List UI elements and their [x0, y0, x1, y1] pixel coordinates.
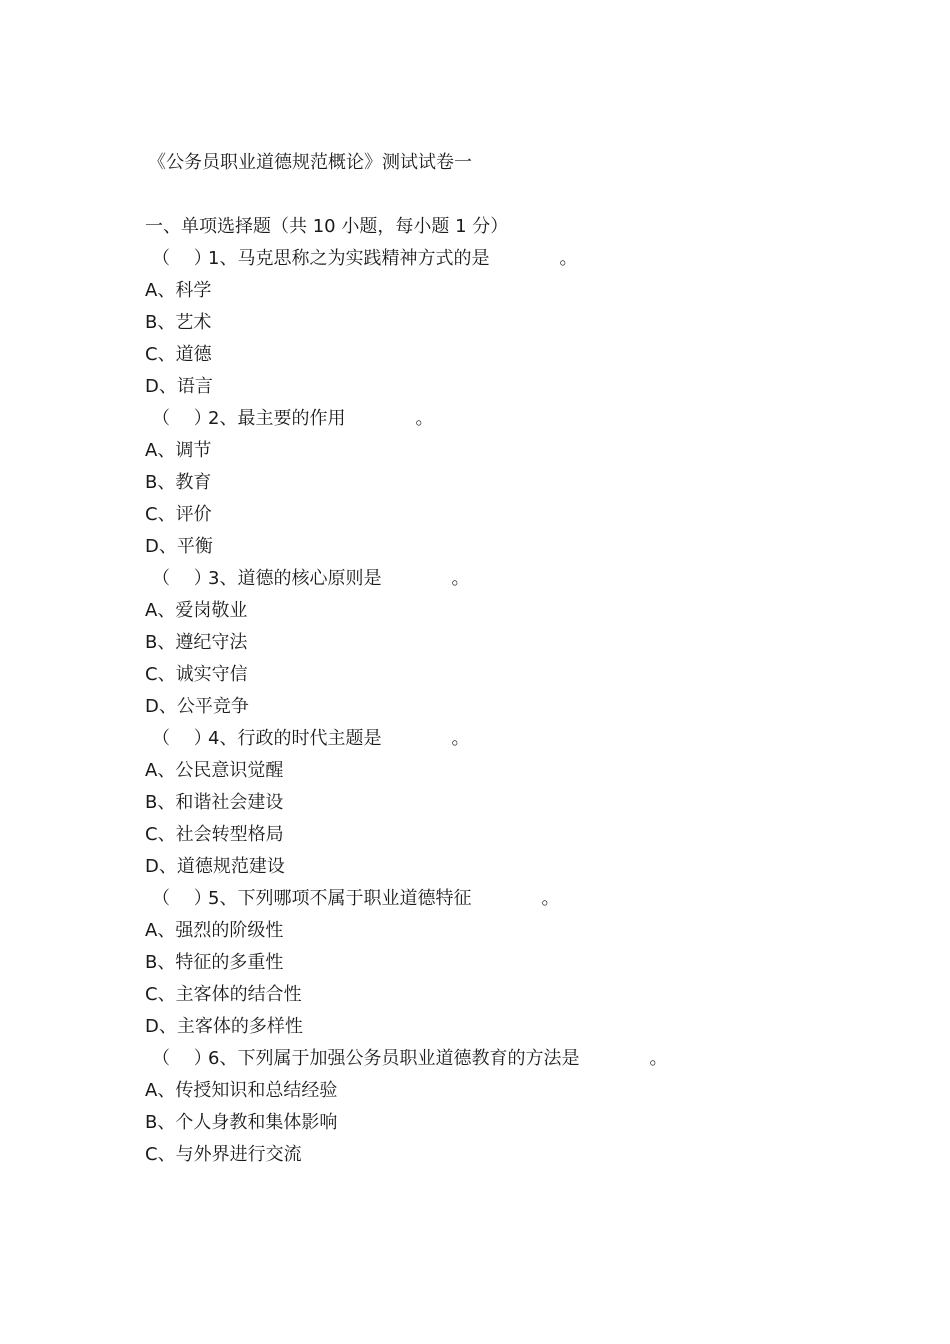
answer-option: B、教育 [145, 472, 212, 493]
answer-parentheses: （ ） [152, 408, 212, 429]
answer-option: D、主客体的多样性 [145, 1016, 303, 1037]
question-end-mark: 。 [649, 1048, 668, 1069]
answer-option: D、语言 [145, 376, 213, 397]
answer-option: C、主客体的结合性 [145, 984, 302, 1005]
answer-option: C、道德 [145, 344, 212, 365]
answer-parentheses: （ ） [152, 248, 212, 269]
answer-option: A、调节 [145, 440, 212, 461]
question-stem [152, 724, 469, 754]
question-text: 3、道德的核心原则是 [208, 568, 382, 589]
question-end-mark: 。 [415, 408, 434, 429]
question-end-mark: 。 [541, 888, 560, 909]
answer-parentheses: （ ） [152, 728, 212, 749]
answer-option: A、爱岗敬业 [145, 600, 248, 621]
answer-parentheses: （ ） [152, 568, 212, 589]
answer-option: D、平衡 [145, 536, 213, 557]
question-text: 2、最主要的作用 [208, 408, 346, 429]
answer-option: B、个人身教和集体影响 [145, 1112, 338, 1133]
answer-option: D、公平竞争 [145, 696, 249, 717]
answer-option: B、特征的多重性 [145, 952, 284, 973]
question-stem [152, 404, 433, 434]
answer-option: A、公民意识觉醒 [145, 760, 284, 781]
document-title: 《公务员职业道德规范概论》测试试卷一 [148, 152, 472, 173]
question-text: 5、下列哪项不属于职业道德特征 [208, 888, 472, 909]
question-stem [152, 884, 559, 914]
answer-option: B、艺术 [145, 312, 212, 333]
answer-option: C、社会转型格局 [145, 824, 284, 845]
question-end-mark: 。 [451, 568, 470, 589]
question-text: 1、马克思称之为实践精神方式的是 [208, 248, 490, 269]
answer-option: B、遵纪守法 [145, 632, 248, 653]
question-end-mark: 。 [559, 248, 578, 269]
answer-parentheses: （ ） [152, 1048, 212, 1069]
answer-option: A、传授知识和总结经验 [145, 1080, 338, 1101]
answer-option: A、强烈的阶级性 [145, 920, 284, 941]
answer-option: B、和谐社会建设 [145, 792, 284, 813]
answer-option: C、诚实守信 [145, 664, 248, 685]
answer-option: C、与外界进行交流 [145, 1144, 302, 1165]
question-text: 6、下列属于加强公务员职业道德教育的方法是 [208, 1048, 580, 1069]
answer-option: C、评价 [145, 504, 212, 525]
answer-option: A、科学 [145, 280, 212, 301]
answer-parentheses: （ ） [152, 888, 212, 909]
section-heading: 一、单项选择题（共 10 小题，每小题 1 分） [145, 216, 509, 237]
question-stem [152, 1044, 667, 1074]
question-text: 4、行政的时代主题是 [208, 728, 382, 749]
question-end-mark: 。 [451, 728, 470, 749]
answer-option: D、道德规范建设 [145, 856, 285, 877]
question-stem [152, 564, 469, 594]
question-stem [152, 244, 577, 274]
